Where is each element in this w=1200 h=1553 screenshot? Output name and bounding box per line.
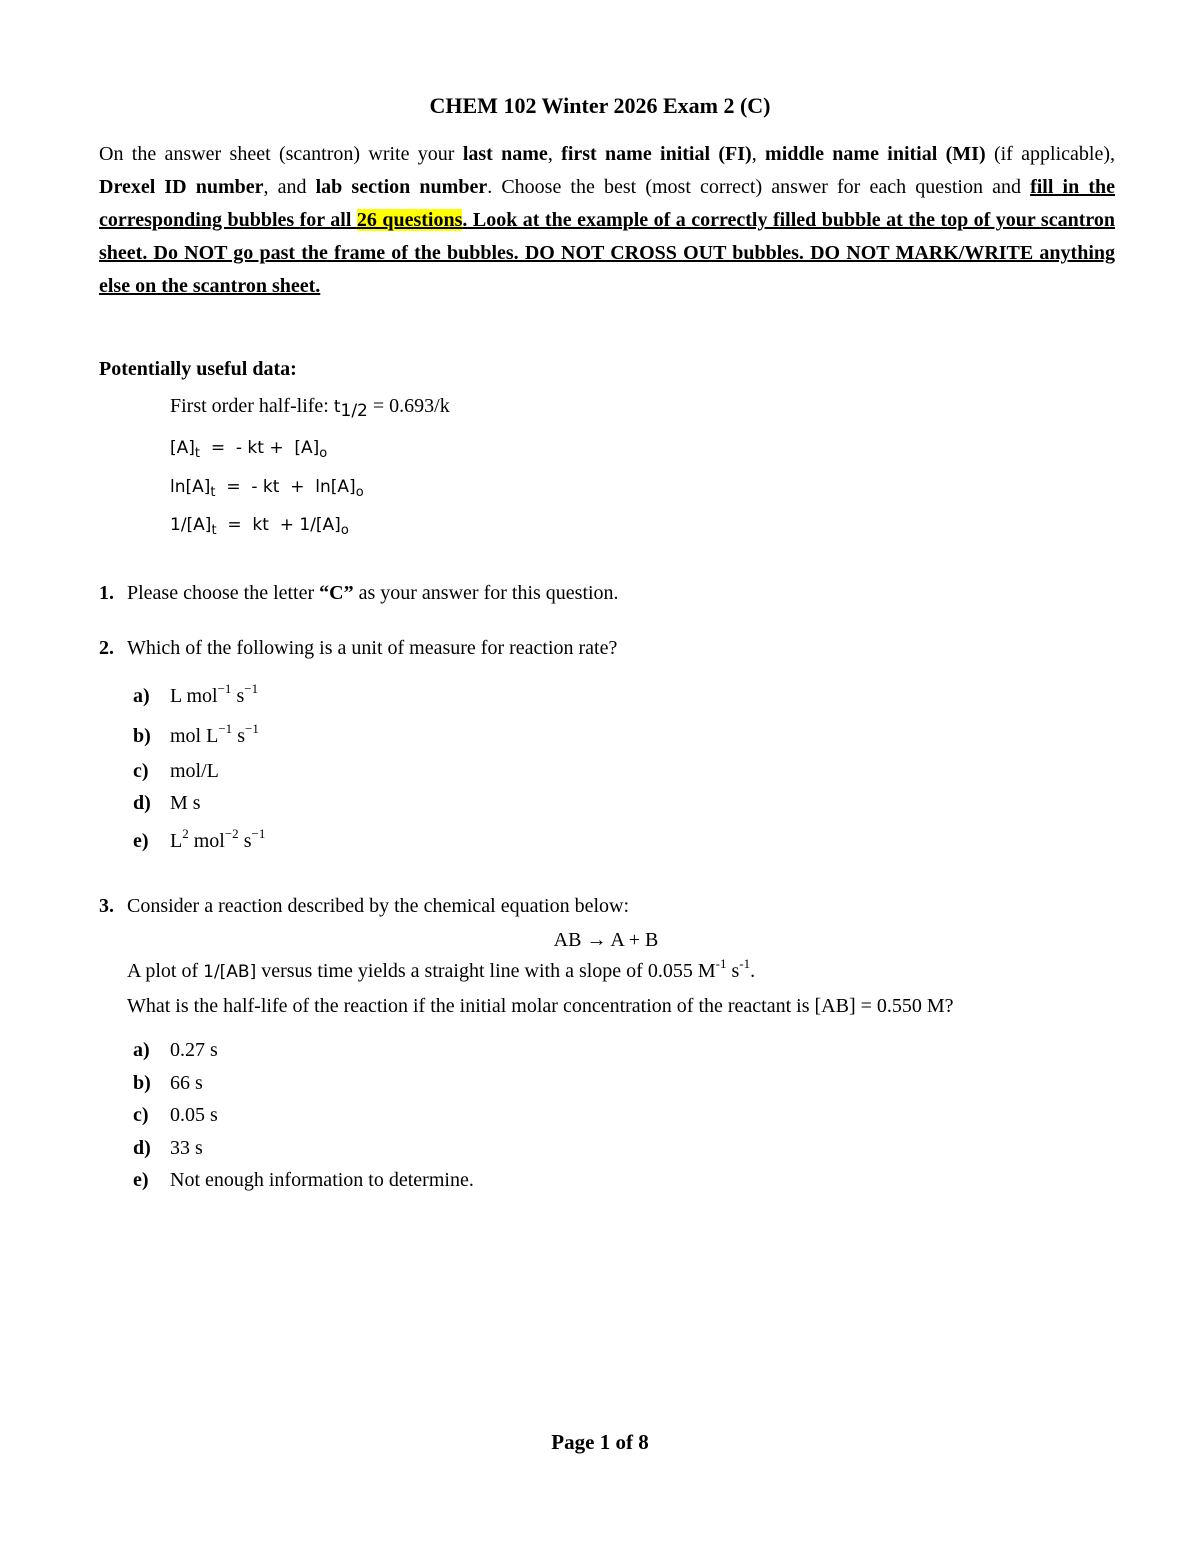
option-sup: −1 [251, 826, 266, 841]
first-order-rhs: = - kt + ln[A] [215, 477, 356, 497]
instr-comma-2: , [751, 143, 766, 165]
instr-question-count-highlight: 26 questions [356, 209, 463, 231]
first-order-lhs: ln[A] [170, 477, 211, 497]
q3-line2-c: s [726, 960, 740, 982]
instr-drexel-id: Drexel ID number [99, 176, 264, 198]
option-text [170, 681, 259, 708]
option-text [170, 826, 266, 853]
question-number: 2. [99, 637, 114, 659]
option-sup: −1 [217, 681, 232, 696]
question-number: 3. [99, 895, 114, 917]
question-3-line-2 [127, 956, 756, 983]
option-mid: s [232, 725, 245, 747]
q1-text-b: as your answer for this question. [353, 582, 619, 604]
q3-line2-a: A plot of [127, 960, 204, 982]
zero-order-equation [170, 438, 328, 461]
q1-letter-c: “C” [319, 582, 354, 604]
instr-text-3: , and [263, 176, 316, 198]
option-sup: −1 [244, 721, 259, 736]
q3-line2-b: versus time yields a straight line with a slope of 0.055 M [256, 960, 716, 982]
option-base: L mol [170, 685, 218, 707]
option-text: 0.27 s [170, 1039, 218, 1061]
option-letter: c) [133, 1104, 149, 1126]
question-2-text: Which of the following is a unit of measure for reaction rate? [127, 637, 618, 659]
instr-comma-1: , [547, 143, 562, 165]
option-text: M s [170, 792, 201, 814]
question-1-text [127, 582, 619, 605]
option-base: mol L [170, 725, 219, 747]
option-text: mol/L [170, 760, 219, 782]
exam-title: CHEM 102 Winter 2026 Exam 2 (C) [429, 93, 771, 118]
option-mid: mol [188, 830, 225, 852]
instr-warnings: Look at the example of a correctly filled bubble at the top of your scantron sheet. Do NOT go past the frame of the bubbles. DO NOT CROSS OUT bubbles. DO NOT MARK/WRITE anything else on the scantron sheet. [99, 209, 1115, 297]
option-mid: s [231, 685, 245, 707]
q1-text-a: Please choose the letter [127, 582, 320, 604]
first-order-equation [170, 477, 364, 500]
instructions-paragraph [99, 138, 1115, 303]
instr-fill-in: fill in the corresponding bubbles for all [99, 176, 1115, 231]
option-text: 33 s [170, 1137, 203, 1159]
option-text: Not enough information to determine. [170, 1169, 474, 1191]
q3-line2-sup2: -1 [739, 956, 751, 971]
instr-text-4: . Choose the best (most correct) answer for each question and [487, 176, 1031, 198]
option-text: 0.05 s [170, 1104, 218, 1126]
second-order-sub-t: t [211, 523, 217, 538]
second-order-rhs: = kt + 1/[A] [216, 515, 341, 535]
first-order-sub-o: o [355, 485, 364, 500]
instr-period: . [462, 209, 468, 231]
option-sup: 2 [182, 826, 189, 841]
option-letter: b) [133, 725, 151, 747]
option-letter: a) [133, 1039, 150, 1061]
question-3-text: Consider a reaction described by the chemical equation below: [127, 895, 630, 917]
option-letter: d) [133, 1137, 151, 1159]
option-letter: c) [133, 760, 149, 782]
instr-text-1: On the answer sheet (scantron) write your [99, 143, 463, 165]
half-life-sub: 1/2 [340, 401, 368, 421]
useful-data-heading: Potentially useful data: [99, 358, 297, 380]
option-text [170, 721, 259, 748]
option-text: 66 s [170, 1072, 203, 1094]
zero-order-sub-t: t [194, 446, 201, 461]
option-letter: b) [133, 1072, 151, 1094]
instr-middle-initial: middle name initial (MI) [765, 143, 986, 165]
option-letter: e) [133, 1169, 149, 1191]
option-sup: −1 [244, 681, 259, 696]
instr-text-2: (if applicable), [985, 143, 1115, 165]
page-number: Page 1 of 8 [551, 1430, 649, 1454]
half-life-rhs: = 0.693/k [367, 395, 450, 417]
question-3-line-3: What is the half-life of the reaction if the initial molar concentration of the reactant is [AB] = 0.550 M? [127, 995, 954, 1017]
second-order-lhs: 1/[A] [170, 515, 212, 535]
option-mid: s [238, 830, 252, 852]
zero-order-rhs: = - kt + [A] [200, 438, 320, 458]
second-order-equation [170, 515, 349, 538]
option-sup: −1 [218, 721, 233, 736]
q3-line2-formula: 1/[AB] [203, 962, 257, 982]
instr-last-name: last name [462, 143, 548, 165]
first-order-sub-t: t [210, 485, 216, 500]
zero-order-lhs: [A] [170, 438, 195, 458]
zero-order-sub-o: o [319, 446, 328, 461]
q3-line2-d: . [750, 960, 756, 982]
second-order-sub-o: o [340, 523, 349, 538]
instr-lab-section: lab section number [315, 176, 488, 198]
instr-first-initial: first name initial (FI) [561, 143, 752, 165]
option-sup: −2 [224, 826, 239, 841]
option-base: L [170, 830, 183, 852]
half-life-equation [170, 395, 450, 421]
option-letter: d) [133, 792, 151, 814]
half-life-t: t [333, 397, 341, 417]
option-letter: e) [133, 830, 149, 852]
option-letter: a) [133, 685, 150, 707]
question-number: 1. [99, 582, 114, 604]
q3-line2-sup1: -1 [715, 956, 727, 971]
chemical-equation: AB → A + B [553, 929, 659, 951]
half-life-label: First order half-life: [170, 395, 334, 417]
